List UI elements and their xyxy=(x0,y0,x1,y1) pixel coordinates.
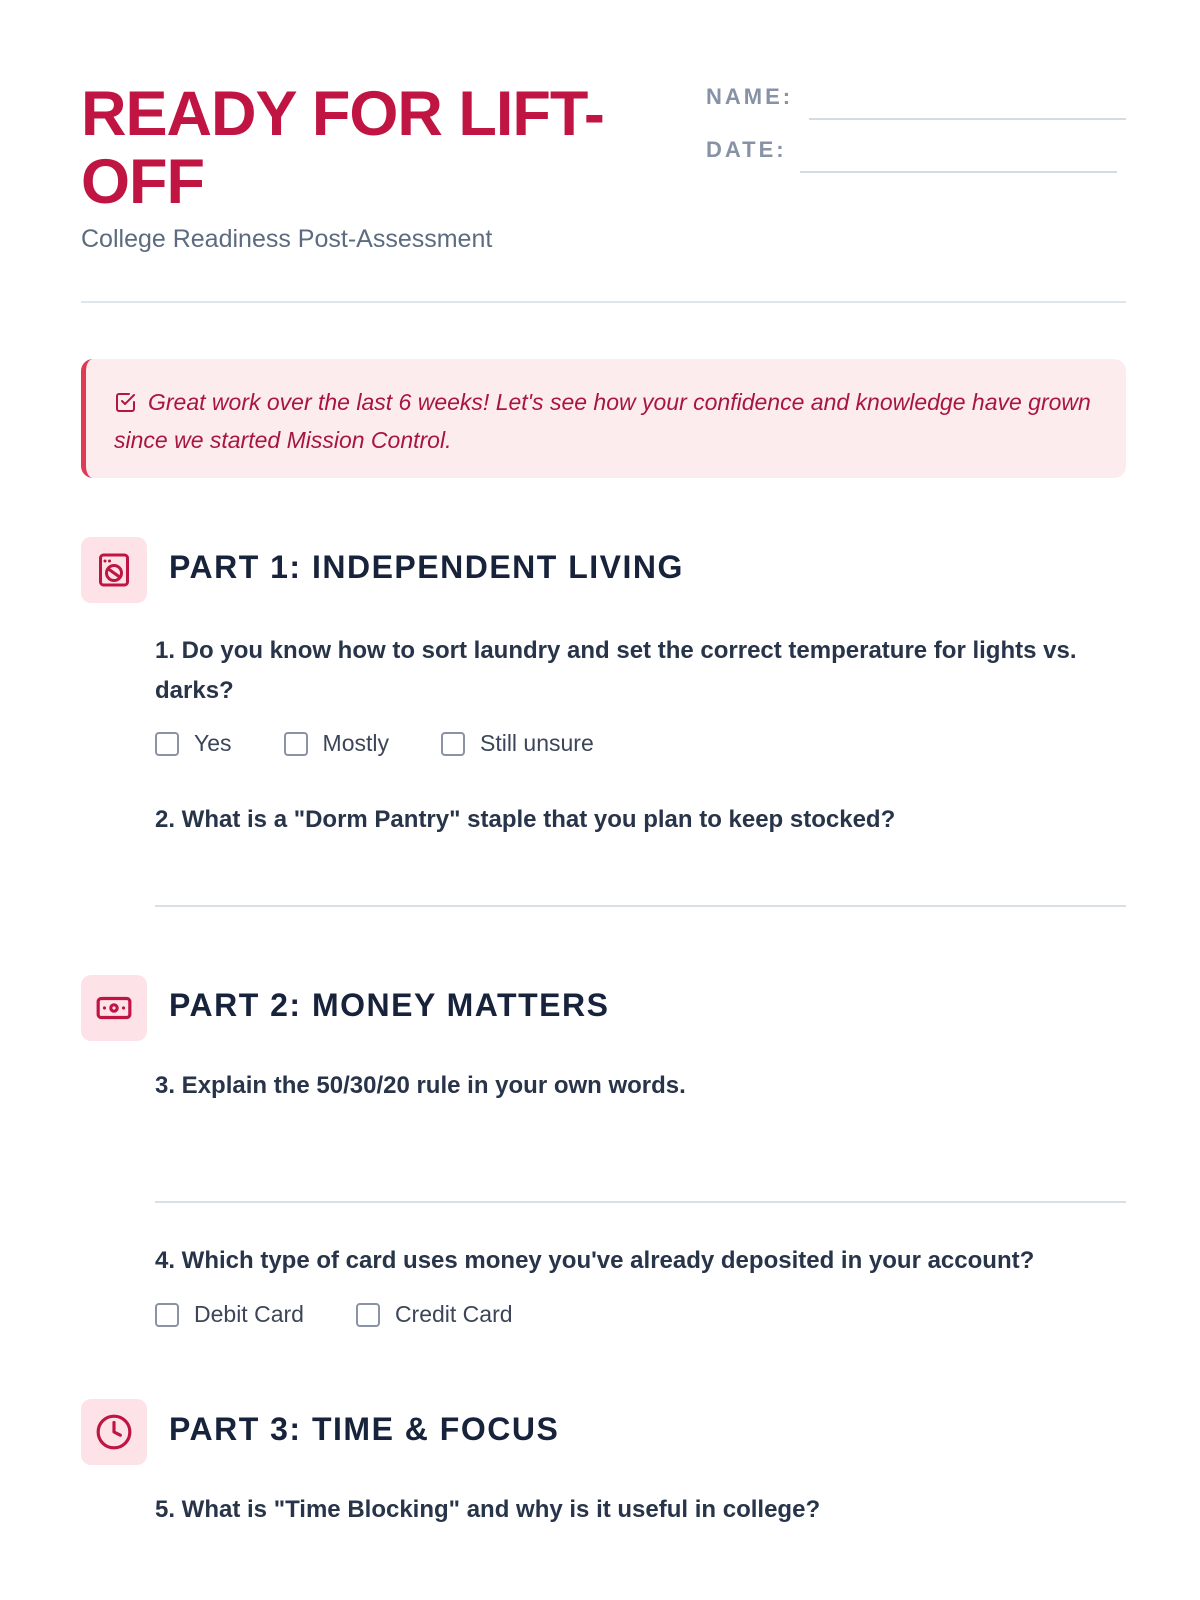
option-yes[interactable] xyxy=(155,730,232,757)
option-still-unsure[interactable] xyxy=(441,730,594,757)
checkbox-credit-card[interactable] xyxy=(356,1303,380,1327)
option-label-debit-card: Debit Card xyxy=(194,1301,304,1327)
option-label-yes: Yes xyxy=(194,730,232,756)
section-1-title: PART 1: INDEPENDENT LIVING xyxy=(169,549,684,585)
checkbox-yes[interactable] xyxy=(155,732,179,756)
worksheet-title: READY FOR LIFT-OFF xyxy=(81,79,604,217)
date-line[interactable] xyxy=(800,171,1117,173)
callout-text: Great work over the last 6 weeks! Let's see how your confidence and knowledge have grown since we started Mission Control. xyxy=(114,389,1091,453)
section-3-title: PART 3: TIME & FOCUS xyxy=(169,1411,560,1447)
worksheet-subtitle: College Readiness Post-Assessment xyxy=(81,225,493,253)
checkbox-mostly[interactable] xyxy=(284,732,308,756)
washing-machine-icon xyxy=(81,537,147,603)
student-fields xyxy=(706,84,1126,190)
section-3-header xyxy=(81,1399,1126,1465)
question-4: 4. Which type of card uses money you've already deposited in your account? xyxy=(155,1247,1035,1274)
clock-icon xyxy=(81,1399,147,1465)
date-label: DATE: xyxy=(706,137,787,162)
banknote-icon xyxy=(81,975,147,1041)
question-1: 1. Do you know how to sort laundry and set the correct temperature for lights vs. darks? xyxy=(155,637,1077,704)
question-1-options xyxy=(155,730,646,757)
name-label: NAME: xyxy=(706,84,794,109)
option-mostly[interactable] xyxy=(284,730,389,757)
section-1-header xyxy=(81,537,1126,603)
worksheet-header xyxy=(81,0,1126,305)
section-2-title: PART 2: MONEY MATTERS xyxy=(169,987,610,1023)
question-4-options xyxy=(155,1301,565,1328)
checkbox-check-icon xyxy=(114,389,138,423)
checkbox-still-unsure[interactable] xyxy=(441,732,465,756)
answer-line-3[interactable] xyxy=(155,1201,1126,1203)
name-field xyxy=(706,84,1126,137)
option-label-credit-card: Credit Card xyxy=(394,1301,513,1327)
name-line[interactable] xyxy=(809,118,1126,120)
checkbox-debit-card[interactable] xyxy=(155,1303,179,1327)
intro-callout xyxy=(81,359,1126,478)
option-debit-card[interactable] xyxy=(155,1301,304,1328)
option-credit-card[interactable] xyxy=(356,1301,513,1328)
option-label-still-unsure: Still unsure xyxy=(479,730,594,756)
worksheet-page xyxy=(81,0,1126,1523)
answer-line-2[interactable] xyxy=(155,905,1126,907)
date-field xyxy=(706,137,1126,190)
question-5: 5. What is "Time Blocking" and why is it useful in college? xyxy=(155,1496,821,1523)
header-divider xyxy=(81,301,1126,303)
option-label-mostly: Mostly xyxy=(322,730,389,756)
question-2: 2. What is a "Dorm Pantry" staple that you plan to keep stocked? xyxy=(155,806,896,833)
question-3: 3. Explain the 50/30/20 rule in your own words. xyxy=(155,1072,686,1099)
section-2-header xyxy=(81,975,1126,1041)
